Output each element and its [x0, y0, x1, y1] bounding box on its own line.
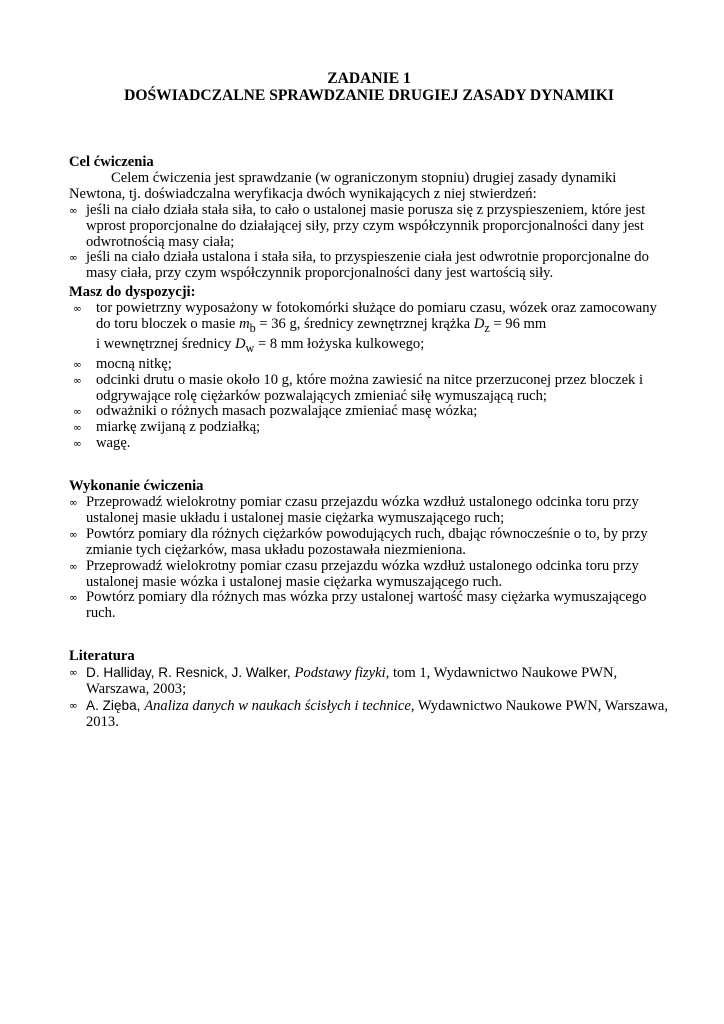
list-item: ∞ Powtórz pomiary dla różnych ciężarków powodujących ruch, dbając równocześnie o to, by przy zmianie tych ciężarków, masa układu pozostawała niezmieniona.	[69, 525, 648, 558]
section-heading-references: Literatura	[69, 648, 135, 665]
section-heading-goal: Cel ćwiczenia	[69, 154, 154, 170]
section-heading-procedure: Wykonanie ćwiczenia	[69, 478, 204, 495]
bullet-icon: ∞	[73, 406, 82, 419]
procedure-list	[69, 495, 669, 622]
reference-item: ∞ A. Zięba, Analiza danych w naukach ścisłych i technice, Wydawnictwo Naukowe PWN, Warszawa, 2013.	[69, 698, 669, 730]
list-item: ∞ Przeprowadź wielokrotny pomiar czasu przejazdu wózka wzdłuż ustalonego odcinka toru przy ustalonej masie układu i ustalonej masie ciężarka wymuszającego ruch;	[69, 494, 639, 526]
list-item: ∞ jeśli na ciało działa stała siła, to cało o ustalonej masie porusza się z przyspieszeniem, które jest wprost proporcjonalne do działającej siły, przy czym współczynnik proporcjonalności dany jest odwrotnością masy ciała;	[69, 201, 646, 250]
bullet-icon: ∞	[69, 592, 78, 605]
reference-title: Analiza danych w naukach ścisłych i technice	[144, 698, 411, 714]
list-item: ∞ tor powietrzny wyposażony w fotokomórki służące do pomiaru czasu, wózek oraz zamocowany do toru bloczek o masie $m_b = 36$ g, średnicy zewnętrznej krążka $D_z = 96$ mm i wewnętrznej średnicy $D_w = 8$ mm łożyska kulkowego;	[73, 300, 657, 355]
list-item: ∞ Powtórz pomiary dla różnych mas wózka przy ustalonej wartość masy ciężarka wymuszającego ruch.	[69, 589, 647, 622]
list-item: ∞ mocną nitkę;	[73, 355, 172, 372]
list-item: ∞ wagę.	[73, 435, 131, 452]
bullet-icon: ∞	[73, 438, 82, 451]
bullet-icon: ∞	[69, 560, 78, 573]
reference-item: ∞ D. Halliday, R. Resnick, J. Walker, Podstawy fizyki, tom 1, Wydawnictwo Naukowe PWN, Warszawa, 2003;	[69, 665, 618, 698]
section-equipment	[69, 285, 669, 452]
equipment-list	[69, 301, 669, 452]
section-goal	[69, 155, 669, 282]
bullet-icon: ∞	[69, 252, 78, 265]
task-title: DOŚWIADCZALNE SPRAWDZANIE DRUGIEJ ZASADY DYNAMIKI	[124, 87, 614, 104]
bullet-icon: ∞	[69, 700, 78, 712]
goal-intro-paragraph: Celem ćwiczenia jest sprawdzanie (w ograniczonym stopniu) drugiej zasady dynamiki Newtona, tj. doświadczalna weryfikacja dwóch wynikających z niej stwierdzeń:	[69, 169, 617, 202]
bullet-icon: ∞	[73, 303, 82, 316]
task-number-title: ZADANIE 1	[327, 70, 411, 87]
list-item: ∞ jeśli na ciało działa ustalona i stała siła, to przyspieszenie ciała jest odwrotnie proporcjonalne do masy ciała, przy czym współczynnik proporcjonalności dany jest wartością siły.	[69, 249, 649, 282]
bullet-icon: ∞	[69, 528, 78, 541]
section-procedure	[69, 479, 669, 622]
list-item: ∞ odważniki o różnych masach pozwalające zmieniać masę wózka;	[73, 403, 478, 420]
list-item: ∞ odcinki drutu o masie około 10 g, które można zawiesić na nitce przerzuconej przez bloczek i odgrywające rolę ciężarków pozwalających zmieniać siłę wymuszającą ruch;	[73, 371, 644, 404]
section-references	[69, 649, 669, 731]
section-heading-equipment: Masz do dyspozycji:	[69, 284, 196, 301]
document-page	[69, 70, 669, 731]
bullet-icon: ∞	[69, 497, 78, 510]
goal-list	[69, 203, 669, 283]
reference-title: Podstawy fizyki	[294, 665, 386, 682]
bullet-icon: ∞	[69, 667, 78, 680]
references-list	[69, 665, 669, 731]
list-item: ∞ Przeprowadź wielokrotny pomiar czasu przejazdu wózka wzdłuż ustalonego odcinka toru przy ustalonej masie wózka i ustalonej masie ciężarka wymuszającego ruch.	[69, 557, 639, 590]
bullet-icon: ∞	[69, 204, 78, 217]
bullet-icon: ∞	[73, 422, 82, 435]
bullet-icon: ∞	[73, 358, 82, 371]
bullet-icon: ∞	[73, 374, 82, 387]
list-item: ∞ miarkę zwijaną z podziałką;	[73, 419, 261, 436]
